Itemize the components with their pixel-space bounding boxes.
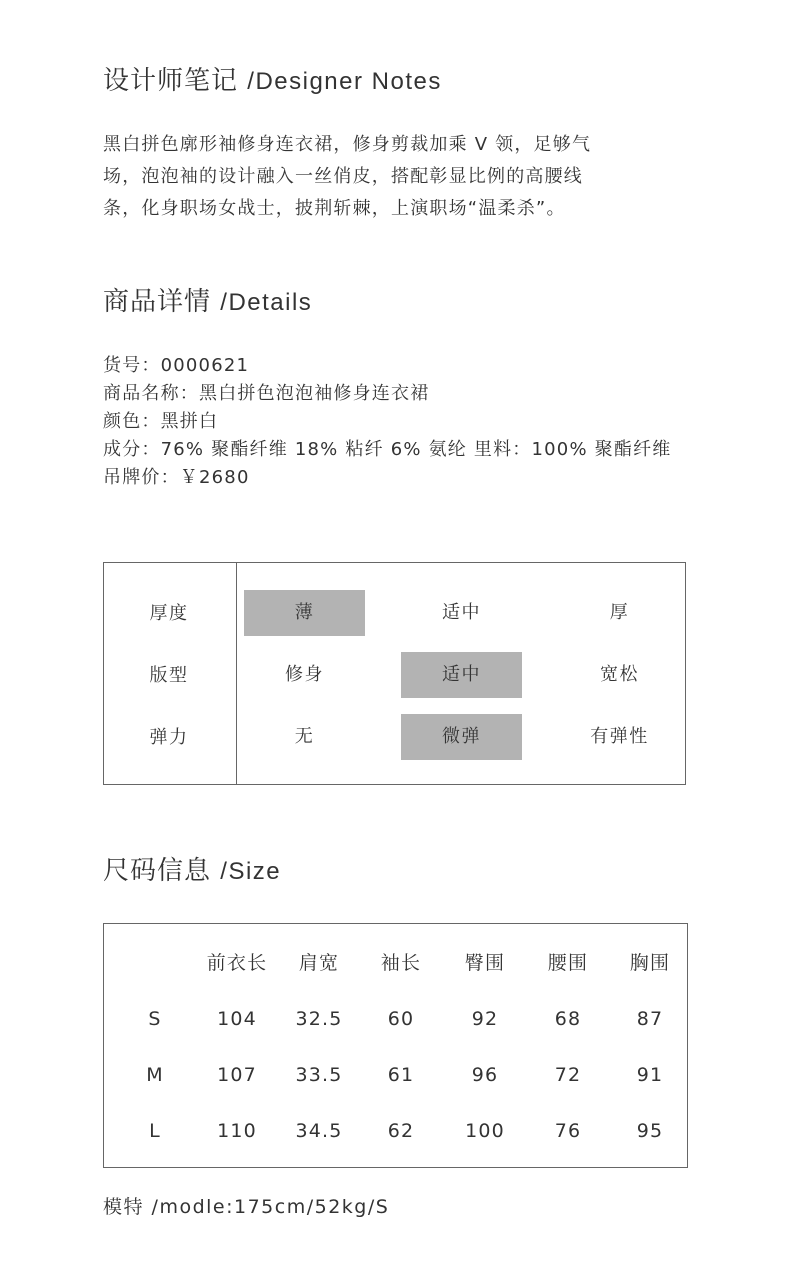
- size-cell: 62: [387, 1120, 415, 1142]
- attr-option-stretch-elastic: 有弹性: [590, 726, 649, 747]
- attr-option-fit-slim: 修身: [285, 664, 324, 685]
- size-cell: 68: [554, 1008, 582, 1030]
- size-cell: 60: [387, 1008, 415, 1030]
- attr-option-fit-loose: 宽松: [600, 664, 639, 685]
- size-header-hip: 臀围: [464, 952, 506, 974]
- details-item-composition: 成分：76% 聚酯纤维 18% 粘纤 6% 氨纶 里料：100% 聚酯纤维: [103, 439, 672, 460]
- size-cell: 95: [636, 1120, 664, 1142]
- size-row-label: L: [149, 1120, 161, 1142]
- size-cell: 100: [465, 1120, 505, 1142]
- size-cell: 32.5: [295, 1008, 343, 1030]
- model-info: 模特 /modle:175cm/52kg/S: [103, 1196, 390, 1218]
- size-header-bust: 胸围: [629, 952, 671, 974]
- details-item-sku: 货号：0000621: [103, 355, 250, 376]
- size-title: [103, 850, 281, 887]
- size-cell: 92: [471, 1008, 499, 1030]
- details-title-en: /Details: [220, 289, 313, 316]
- details-list: [103, 352, 671, 492]
- designer-notes-text: [103, 129, 663, 225]
- size-table: [103, 923, 688, 1168]
- attributes-table: [103, 562, 686, 785]
- details-item-name: 商品名称：黑白拼色泡泡袖修身连衣裙: [103, 383, 430, 404]
- designer-notes-line: 黑白拼色廓形袖修身连衣裙，修身剪裁加乘 V 领，足够气: [103, 134, 592, 155]
- attr-option-thickness-thick: 厚: [609, 602, 630, 623]
- size-row-label: M: [146, 1064, 164, 1086]
- size-title-cn: 尺码信息: [103, 856, 212, 886]
- size-title-en: /Size: [220, 858, 282, 885]
- size-cell: 72: [554, 1064, 582, 1086]
- attr-label-stretch: 弹力: [149, 727, 189, 748]
- size-header-sleeve: 袖长: [380, 952, 422, 974]
- attr-option-fit-regular: 适中: [401, 652, 522, 698]
- designer-notes-title: [103, 60, 442, 97]
- attr-option-thickness-medium: 适中: [442, 602, 481, 623]
- size-cell: 34.5: [295, 1120, 343, 1142]
- size-row-label: S: [148, 1008, 162, 1030]
- attr-label-fit: 版型: [149, 665, 189, 686]
- size-cell: 96: [471, 1064, 499, 1086]
- designer-notes-title-cn: 设计师笔记: [103, 66, 239, 96]
- attributes-divider: [236, 563, 237, 784]
- size-cell: 87: [636, 1008, 664, 1030]
- size-cell: 104: [217, 1008, 257, 1030]
- size-cell: 61: [387, 1064, 415, 1086]
- size-cell: 33.5: [295, 1064, 343, 1086]
- details-item-price: 吊牌价：￥2680: [103, 467, 250, 488]
- attr-option-stretch-none: 无: [294, 726, 315, 747]
- size-header-length: 前衣长: [206, 952, 268, 974]
- size-cell: 76: [554, 1120, 582, 1142]
- size-cell: 107: [217, 1064, 257, 1086]
- size-cell: 91: [636, 1064, 664, 1086]
- size-header-shoulder: 肩宽: [298, 952, 340, 974]
- designer-notes-line: 条，化身职场女战士，披荆斩棘，上演职场“温柔杀”。: [103, 198, 566, 219]
- size-header-waist: 腰围: [547, 952, 589, 974]
- details-item-color: 颜色：黑拼白: [103, 411, 219, 432]
- attr-label-thickness: 厚度: [149, 603, 189, 624]
- details-title-cn: 商品详情: [103, 287, 212, 317]
- details-title: [103, 281, 312, 318]
- attr-option-thickness-thin: 薄: [244, 590, 365, 636]
- attr-option-stretch-slight: 微弹: [401, 714, 522, 760]
- designer-notes-line: 场，泡泡袖的设计融入一丝俏皮，搭配彰显比例的高腰线: [103, 166, 583, 187]
- designer-notes-title-en: /Designer Notes: [247, 68, 442, 95]
- size-cell: 110: [217, 1120, 257, 1142]
